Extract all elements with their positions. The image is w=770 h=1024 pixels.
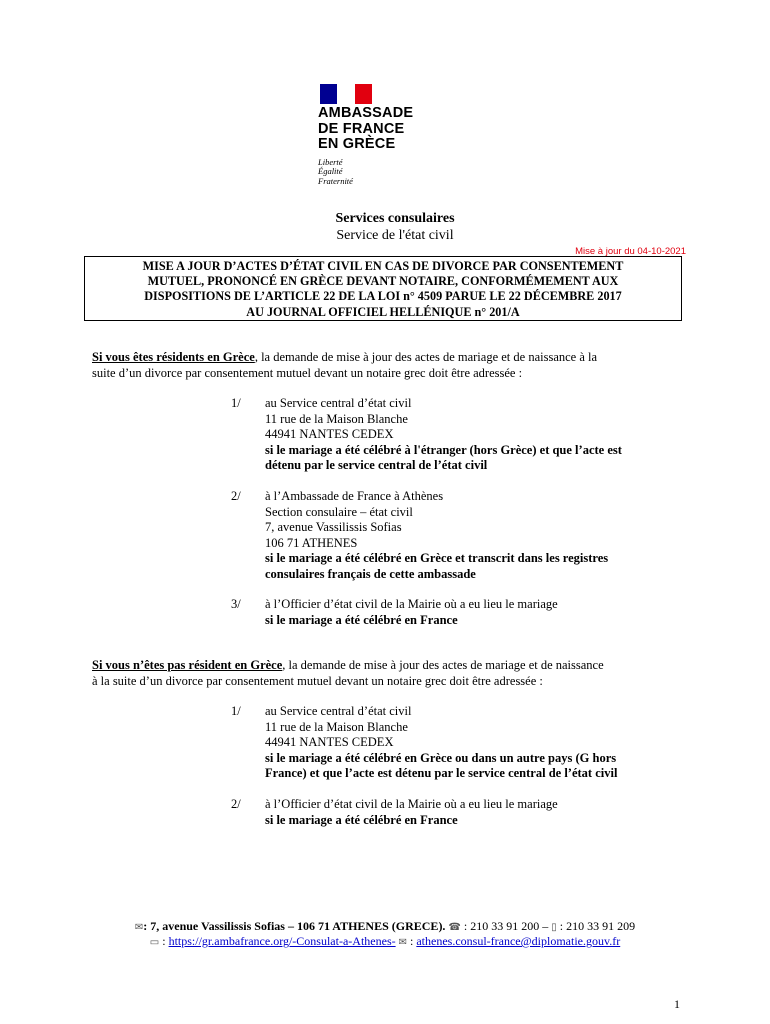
- address-block: [265, 489, 685, 582]
- footer-phone: : 210 33 91 200: [463, 919, 540, 933]
- address-line: Section consulaire – état civil: [265, 504, 413, 519]
- service-title: Services consulaires: [335, 211, 455, 226]
- condition-line: si le mariage a été célébré en France: [265, 812, 458, 827]
- document-heading: [84, 256, 682, 321]
- embassy-logo: [318, 84, 428, 186]
- logo-line: DE FRANCE: [318, 120, 405, 137]
- update-date: Mise à jour du 04-10-2021: [575, 246, 686, 257]
- heading-line: MISE A JOUR D’ACTES D’ÉTAT CIVIL EN CAS DE DIVORCE PAR CONSENTEMENT: [142, 259, 624, 273]
- computer-icon: ▭: [149, 937, 160, 948]
- email-icon: ✉: [398, 937, 407, 948]
- condition-line: détenu par le service central de l’état civil: [265, 458, 488, 472]
- email-link[interactable]: athenes.consul-france@diplomatie.gouv.fr: [416, 934, 621, 948]
- motto-line: Fraternité: [318, 175, 353, 186]
- item-number: 1/: [231, 704, 241, 718]
- address-block: [265, 704, 685, 782]
- motto-line: Égalité: [318, 166, 343, 176]
- item-number: 3/: [231, 597, 241, 611]
- email-prefix: :: [410, 934, 414, 948]
- section2-lead: Si vous n’êtes pas résident en Grèce: [92, 658, 283, 672]
- address-line: 11 rue de la Maison Blanche: [265, 411, 408, 426]
- section1-text: suite d’un divorce par consentement mutuel devant un notaire grec doit être adressée :: [92, 365, 523, 380]
- condition-line: si le mariage a été célébré en France: [265, 612, 458, 627]
- address-line: au Service central d’état civil: [265, 396, 412, 410]
- heading-line: DISPOSITIONS DE L’ARTICLE 22 DE LA LOI n° 4509 PARUE LE 22 DÉCEMBRE 2017: [144, 289, 622, 304]
- section1-text: , la demande de mise à jour des actes de mariage et de naissance à la: [254, 350, 598, 364]
- address-line: 44941 NANTES CEDEX: [265, 427, 394, 441]
- service-subtitle: Service de l'état civil: [336, 228, 454, 243]
- section2-text: à la suite d’un divorce par consentement mutuel devant un notaire grec doit être adressée :: [92, 673, 543, 688]
- item-number: 2/: [231, 797, 241, 811]
- item-number: 2/: [231, 489, 241, 503]
- web-prefix: :: [162, 934, 166, 948]
- address-line: à l’Officier d’état civil de la Mairie où a eu lieu le mariage: [265, 597, 558, 611]
- address-line: au Service central d’état civil: [265, 704, 412, 718]
- condition-line: si le mariage a été célébré à l'étranger (hors Grèce) et que l’acte est: [265, 442, 622, 457]
- footer-contact-line: [0, 919, 770, 935]
- logo-name: [318, 106, 428, 153]
- fax-icon: ▯: [551, 922, 557, 933]
- section1-intro: [92, 350, 682, 381]
- condition-line: si le mariage a été célébré en Grèce et transcrit dans les registres: [265, 551, 609, 565]
- condition-line: si le mariage a été célébré en Grèce ou dans un autre pays (G hors: [265, 750, 617, 765]
- phone-icon: ☎: [448, 922, 461, 933]
- logo-line: EN GRÈCE: [318, 136, 396, 152]
- section2-intro: [92, 658, 682, 689]
- address-line: 11 rue de la Maison Blanche: [265, 719, 408, 734]
- french-flag-icon: [320, 84, 372, 104]
- address-block: [265, 597, 685, 628]
- logo-motto: [318, 158, 428, 187]
- condition-line: France) et que l’acte est détenu par le service central de l’état civil: [265, 766, 618, 780]
- website-link[interactable]: https://gr.ambafrance.org/-Consulat-a-Athenes-: [168, 934, 396, 948]
- condition-line: consulaires français de cette ambassade: [265, 566, 476, 581]
- address-line: 7, avenue Vassilissis Sofias: [265, 520, 402, 534]
- footer-separator: –: [542, 919, 549, 933]
- heading-line: MUTUEL, PRONONCÉ EN GRÈCE DEVANT NOTAIRE, CONFORMÉMEMENT AUX: [147, 274, 619, 289]
- section1-lead: Si vous êtes résidents en Grèce: [92, 350, 255, 364]
- address-line: à l’Officier d’état civil de la Mairie où a eu lieu le mariage: [265, 797, 558, 811]
- heading-line: AU JOURNAL OFFICIEL HELLÉNIQUE n° 201/A: [246, 304, 520, 319]
- footer-address: : 7, avenue Vassilissis Sofias – 106 71 ATHENES (GRECE).: [143, 919, 446, 933]
- address-line: 44941 NANTES CEDEX: [265, 735, 394, 749]
- logo-line: AMBASSADE: [318, 105, 414, 121]
- item-number: 1/: [231, 396, 241, 410]
- address-block: [265, 797, 685, 828]
- footer-links-line: [0, 934, 770, 950]
- address-line: à l’Ambassade de France à Athènes: [265, 489, 444, 503]
- envelope-icon: ✉: [134, 922, 144, 933]
- page-number: 1: [674, 997, 680, 1011]
- section2-text: , la demande de mise à jour des actes de mariage et de naissance: [282, 658, 604, 672]
- address-block: [265, 396, 685, 474]
- address-line: 106 71 ATHENES: [265, 535, 358, 550]
- motto-line: Liberté: [318, 156, 343, 167]
- footer-fax: : 210 33 91 209: [559, 919, 636, 933]
